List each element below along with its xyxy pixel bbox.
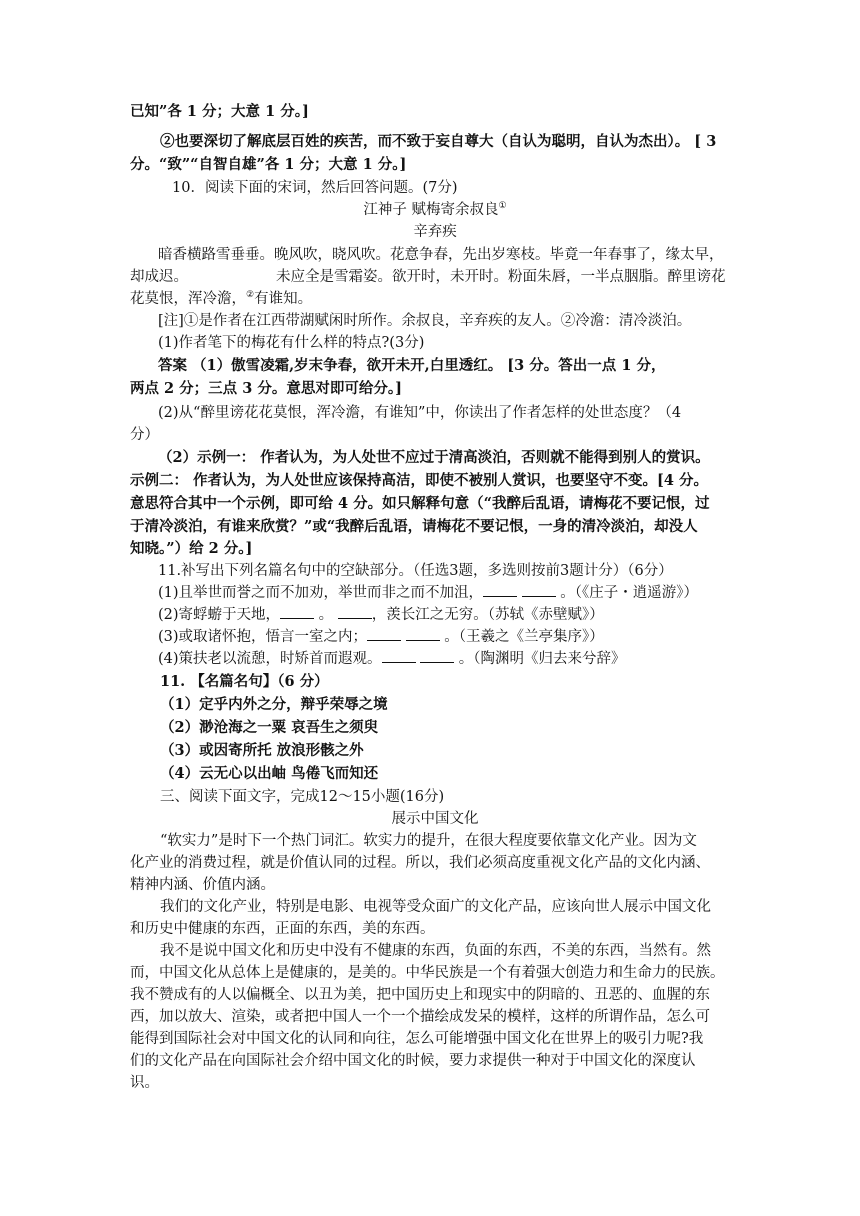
poem-line-2-a: 却成迟。 xyxy=(130,269,188,285)
paragraph-3-line1: 我不是说中国文化和历史中没有不健康的东西，负面的东西，不美的东西，当然有。然 xyxy=(160,943,711,959)
answer-11-1: （1）定乎内外之分，辩乎荣辱之境 xyxy=(160,696,388,713)
question-11-item-3 xyxy=(158,626,740,648)
poem-title xyxy=(130,199,740,221)
question-10-1: (1)作者笔下的梅花有什么样的特点?(3分) xyxy=(158,335,425,351)
paragraph-3-line7: 识。 xyxy=(130,1075,159,1091)
poem-line-3-a: 花莫恨，浑冷澹， xyxy=(130,291,246,307)
item-4-text: (4)策扶老以流憩，时矫首而遐观。 xyxy=(158,651,382,667)
paragraph-2-line2: 和历史中健康的东西，正面的东西，美的东西。 xyxy=(130,921,435,937)
answer-11-3: （3）或因寄所托 放浪形骸之外 xyxy=(160,742,364,759)
answer9-line2: ②也要深切了解底层百姓的疾苦，而不致于妄自尊大（自认为聪明，自认为杰出）。 [ 3 xyxy=(160,133,717,150)
answer-10-2-line3: 意思符合其中一个示例，即可给 4 分。如只解释句意（“我醉后乱语，请梅花不要记恨，过 xyxy=(130,495,710,512)
section-3-prompt: 三、阅读下面文字，完成12～15小题(16分) xyxy=(160,789,445,805)
item-2-source: ，羡长江之无穷。（苏轼《赤壁赋》） xyxy=(371,607,604,623)
paragraph-3-line5: 能得到国际社会对中国文化的认同和向往，怎么可能增强中国文化在世界上的吸引力呢?我 xyxy=(130,1031,704,1047)
answer-10-2-line1: （2）示例一： 作者认为，为人处世不应过于清高淡泊，否则就不能得到别人的赏识。 xyxy=(158,449,710,466)
paragraph-3-line2: 而，中国文化从总体上是健康的，是美的。中华民族是一个有着强大创造力和生命力的民族。 xyxy=(130,965,725,981)
item-1-source: 。（《庄子・逍遥游》） xyxy=(560,585,699,601)
paragraph-1-line1: “软实力”是时下一个热门词汇。软实力的提升，在很大程度要依靠文化产业。因为文 xyxy=(160,833,697,849)
poem-title-note: ① xyxy=(498,201,507,212)
item-1-text: (1)且举世而誉之而不加劝，举世而非之而不加沮， xyxy=(158,585,484,601)
answer-11-2: （2）渺沧海之一粟 哀吾生之须臾 xyxy=(160,719,379,736)
poem-line-3 xyxy=(130,288,740,310)
answer9-line1: 已知”各 1 分；大意 1 分。] xyxy=(130,103,309,120)
answer-10-2-line2: 示例二： 作者认为，为人处世应该保持高洁，即使不被别人赏识，也要坚守不变。[4 分。 xyxy=(130,472,709,489)
paragraph-3-line4: 西，加以放大、渲染，或者把中国人一个一个描绘成发呆的模样，这样的所谓作品，怎么可 xyxy=(130,1009,710,1025)
blank-field[interactable] xyxy=(406,626,440,641)
paragraph-2-line1: 我们的文化产业，特别是电影、电视等受众面广的文化产品，应该向世人展示中国文化 xyxy=(160,899,711,915)
blank-field[interactable] xyxy=(338,604,372,619)
item-2-period: 。 xyxy=(318,607,334,623)
poem-line-3-note: ② xyxy=(246,290,255,301)
blank-field[interactable] xyxy=(280,604,314,619)
answer-10-2-line5: 知晓。”）给 2 分。] xyxy=(130,540,253,557)
item-3-source: 。（王羲之《兰亭集序》） xyxy=(444,629,604,645)
item-2-text: (2)寄蜉蝣于天地， xyxy=(158,607,281,623)
paragraph-1-line2: 化产业的消费过程，就是价值认同的过程。所以，我们必须高度重视文化产品的文化内涵、 xyxy=(130,855,710,871)
paragraph-3-line6: 们的文化产品在向国际社会介绍中国文化的时候，要力求提供一种对于中国文化的深度认 xyxy=(130,1053,696,1069)
blank-field[interactable] xyxy=(522,582,556,597)
poet-name: 辛弃疾 xyxy=(413,224,457,240)
poem-note: [注]①是作者在江西带湖赋闲时所作。余叔良，辛弃疾的友人。②冷澹：清冷淡泊。 xyxy=(158,313,692,329)
item-3-text: (3)或取诸怀抱，悟言一室之内； xyxy=(158,629,368,645)
answer-11-title: 11. 【名篇名句】（6 分） xyxy=(160,673,329,690)
blank-field[interactable] xyxy=(382,648,416,663)
answer9-line3: 分。“致”“自智自雄”各 1 分；大意 1 分。] xyxy=(130,156,407,173)
question-11-item-2 xyxy=(158,604,740,626)
blank-field[interactable] xyxy=(420,648,454,663)
question-10-prompt: 10．阅读下面的宋词，然后回答问题。(7分) xyxy=(172,180,458,196)
item-4-source: 。（陶渊明《归去来兮辞》 xyxy=(458,651,626,667)
question-10-2-line1: (2)从“醉里谤花花莫恨，浑冷澹，有谁知”中，你读出了作者怎样的处世态度？（4 xyxy=(158,405,682,421)
poem-line-2 xyxy=(130,266,740,288)
poem-line-2-b: 未应全是雪霜姿。欲开时，未开时。粉面朱唇，一半点胭脂。醉里谤花 xyxy=(276,269,726,285)
answer-10-1-line2: 两点 2 分；三点 3 分。意思对即可给分。] xyxy=(130,380,402,397)
article-title: 展示中国文化 xyxy=(391,811,479,827)
poem-line-1: 暗香横路雪垂垂。晚风吹，晓风吹。花意争春，先出岁寒枝。毕竟一年春事了，缘太早， xyxy=(158,247,724,263)
question-10-2-line2: 分） xyxy=(130,427,159,443)
answer-11-4: （4）云无心以出岫 鸟倦飞而知还 xyxy=(160,765,379,782)
blank-field[interactable] xyxy=(483,582,517,597)
paragraph-3-line3: 我不赞成有的人以偏概全、以丑为美，把中国历史上和现实中的阴暗的、丑恶的、血腥的东 xyxy=(130,987,710,1003)
question-11-item-4 xyxy=(158,648,740,670)
poem-title-text: 江神子 赋梅寄余叔良 xyxy=(363,202,499,218)
question-11-prompt: 11.补写出下列名篇名句中的空缺部分。（任选3题，多选则按前3题计分）（6分） xyxy=(158,563,673,579)
paragraph-1-line3: 精神内涵、价值内涵。 xyxy=(130,877,275,893)
blank-field[interactable] xyxy=(367,626,401,641)
answer-10-2-line4: 于清冷淡泊，有谁来欣赏？”或“我醉后乱语，请梅花不要记恨，一身的清冷淡泊，却没人 xyxy=(130,518,698,535)
answer-10-1-line1: 答案 （1）傲雪凌霜,岁末争春，欲开未开,白里透红。 [3 分。答出一点 1 分， xyxy=(158,357,666,374)
poem-line-3-b: 有谁知。 xyxy=(254,291,313,307)
question-11-item-1 xyxy=(158,582,740,604)
